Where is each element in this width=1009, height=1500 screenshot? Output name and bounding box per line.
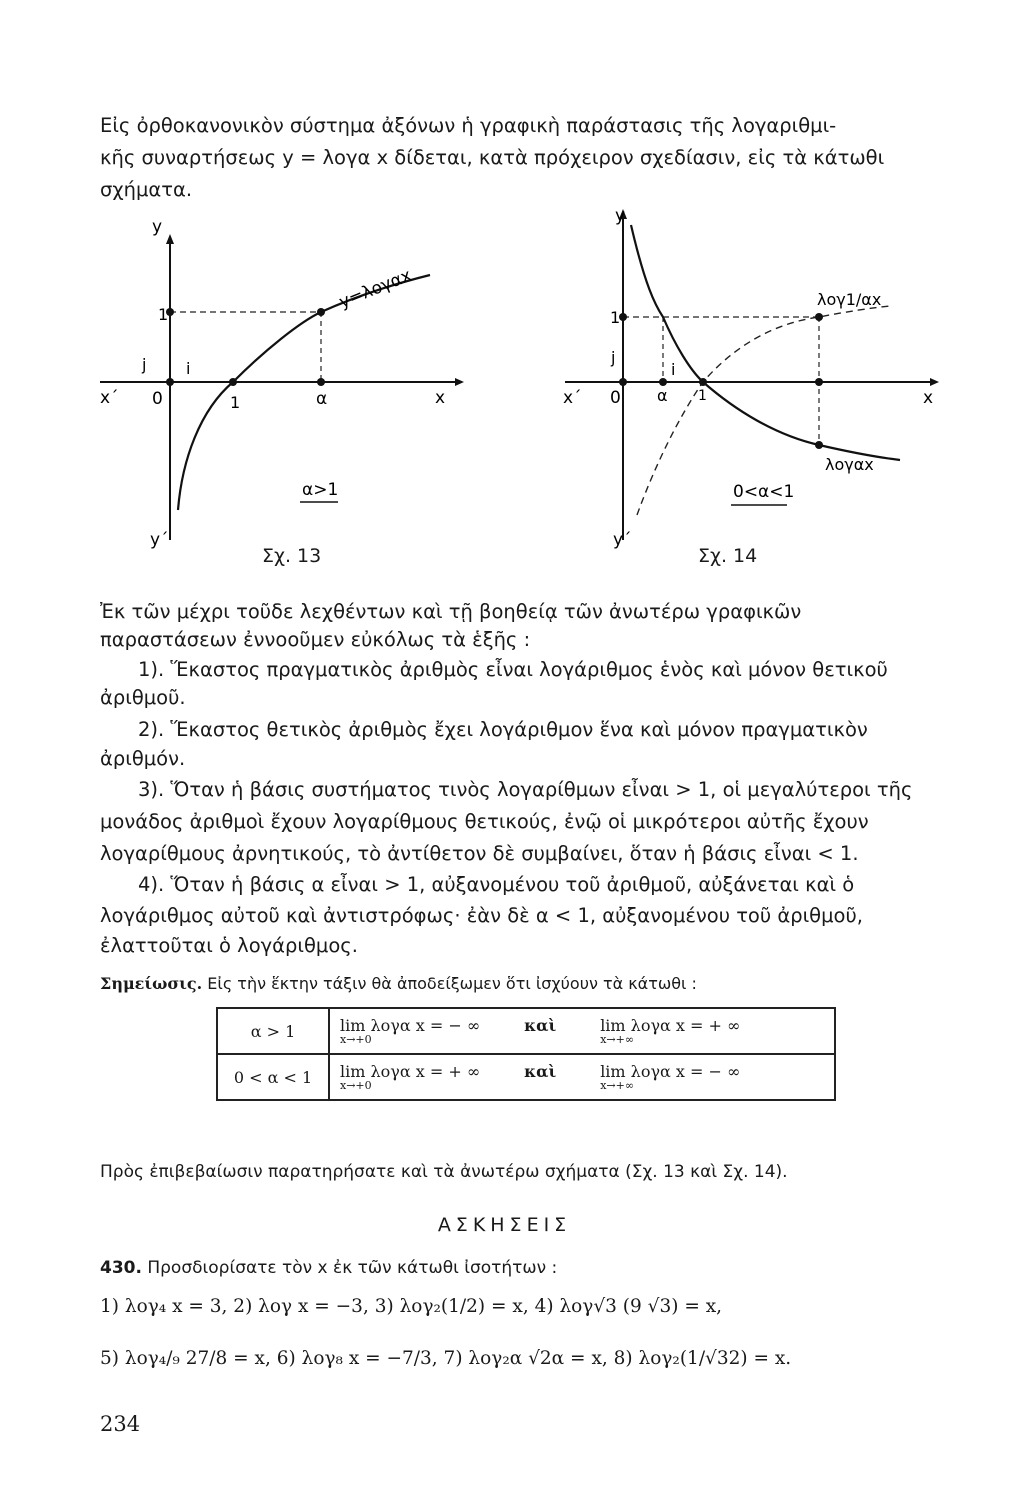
log-curve-a-gt-1 — [178, 275, 430, 510]
lim-sub-1b: x→+∞ — [600, 1033, 634, 1046]
body-p2b: ἀριθμοῦ. — [100, 686, 186, 709]
lim-sub-2b: x→+∞ — [600, 1079, 634, 1092]
one-y-label: 1 — [158, 305, 169, 324]
figure-14 — [555, 205, 955, 565]
x-neg-label: x΄ — [100, 388, 119, 408]
lim-expr-1b: lim λογα x = + ∞ — [600, 1016, 741, 1035]
x-axis-arrow — [455, 378, 464, 386]
body-p4b: μονάδος ἀριθμοὶ ἔχουν λογαρίθμους θετικούς, ἐνῷ οἱ μικρότεροι αὐτῆς ἔχουν — [100, 810, 869, 833]
a-label: α — [316, 389, 328, 409]
figure-14-graph — [555, 205, 955, 565]
lim-sub-1a: x→+0 — [340, 1033, 372, 1046]
exercises-heading: ΑΣΚΗΣΕΙΣ — [437, 1214, 572, 1236]
a-label: α — [657, 386, 668, 405]
curve-label: y=λογαx — [336, 265, 415, 313]
x-label: x — [923, 388, 934, 408]
exercise-row-2: 5) λογ₄/₉ 27/8 = x, 6) λογ₈ x = −7/3, 7) λογ₂α √2α = x, 8) λογ₂(1/√32) = x. — [100, 1348, 792, 1369]
lim-expr-2b: lim λογα x = − ∞ — [600, 1062, 741, 1081]
i-label: i — [186, 359, 191, 378]
x-label: x — [435, 388, 446, 408]
body-p5c: ἐλαττοῦται ὁ λογάριθμος. — [100, 934, 358, 957]
curve-label-log-a: λογαx — [825, 455, 874, 474]
exercise-prompt: Προσδιορίσατε τὸν x ἐκ τῶν κάτωθι ἰσοτήτων : — [141, 1258, 558, 1278]
x-neg-label: x΄ — [563, 388, 582, 408]
body-p5b: λογάριθμος αὐτοῦ καὶ ἀντιστρόφως· ἐὰν δὲ α < 1, αὐξανομένου τοῦ ἀριθμοῦ, — [100, 904, 863, 927]
condition-label: α>1 — [302, 480, 339, 500]
i-label: i — [671, 360, 676, 379]
lim-sub-2a: x→+0 — [340, 1079, 372, 1092]
limits-row-2 — [217, 1054, 835, 1100]
figure-13 — [90, 210, 470, 565]
log-curve-a-lt-1 — [631, 225, 900, 460]
lim-expr-2a: lim λογα x = + ∞ — [340, 1062, 481, 1081]
intro-line-3: σχήματα. — [100, 178, 193, 201]
kai-2: καὶ — [524, 1062, 557, 1081]
limits-row-1 — [217, 1008, 835, 1054]
kai-1: καὶ — [524, 1016, 557, 1035]
body-p4c: λογαρίθμους ἀρνητικούς, τὸ ἀντίθετον δὲ συμβαίνει, ὅταν ἡ βάσις εἶναι < 1. — [100, 842, 859, 865]
y-label: y — [615, 206, 626, 226]
limits-table — [216, 1007, 836, 1101]
exercise-row-1: 1) λογ₄ x = 3, 2) λογ x = −3, 3) λογ₂(1/2) = x, 4) λογ√3 (9 √3) = x, — [100, 1296, 723, 1317]
origin-label: 0 — [152, 389, 163, 409]
figure-13-caption: Σχ. 13 — [262, 545, 322, 567]
note-line — [100, 972, 960, 996]
one-x-label: 1 — [698, 388, 707, 404]
note-text: Εἰς τὴν ἕκτην τάξιν θὰ ἀποδείξωμεν ὅτι ἰσχύουν τὰ κάτωθι : — [202, 974, 697, 993]
exercise-prompt-line — [100, 1258, 557, 1278]
body-p2a: 1). Ἕκαστος πραγματικὸς ἀριθμὸς εἶναι λογάριθμος ἑνὸς καὶ μόνον θετικοῦ — [138, 658, 888, 681]
intro-line-2: κῆς συναρτήσεως y = λογα x δίδεται, κατὰ πρόχειρον σχεδίασιν, εἰς τὰ κάτωθι — [100, 146, 885, 169]
origin-label: 0 — [610, 388, 621, 408]
condition-label: 0<α<1 — [733, 482, 795, 502]
body-p3a: 2). Ἕκαστος θετικὸς ἀριθμὸς ἔχει λογάριθμον ἕνα καὶ μόνον πραγματικὸν — [138, 718, 868, 741]
body-p1b: παραστάσεων ἐννοοῦμεν εὐκόλως τὰ ἑξῆς : — [100, 628, 531, 651]
verify-line: Πρὸς ἐπιβεβαίωσιν παρατηρήσατε καὶ τὰ ἀνωτέρω σχήματα (Σχ. 13 καὶ Σχ. 14). — [100, 1162, 788, 1182]
lim-expr-1a: lim λογα x = − ∞ — [340, 1016, 481, 1035]
one-y-label: 1 — [610, 308, 621, 327]
limits-cond-1: α > 1 — [217, 1008, 329, 1054]
j-label: j — [142, 355, 147, 374]
y-axis-arrow — [166, 234, 174, 244]
y-neg-label: y΄ — [150, 530, 169, 550]
intro-line-1: Εἰς ὀρθοκανονικὸν σύστημα ἀξόνων ἡ γραφικὴ παράστασις τῆς λογαριθμι- — [100, 114, 837, 137]
j-label: j — [611, 348, 616, 367]
y-neg-label: y΄ — [613, 530, 632, 550]
body-p1a: Ἐκ τῶν μέχρι τοῦδε λεχθέντων καὶ τῇ βοηθείᾳ τῶν ἀνωτέρω γραφικῶν — [100, 600, 802, 623]
curve-label-reciprocal: λογ1/αx — [817, 290, 882, 309]
y-label: y — [152, 217, 163, 237]
body-p3b: ἀριθμόν. — [100, 747, 186, 770]
note-head: Σημείωσις. — [100, 974, 203, 993]
exercise-number: 430. — [100, 1258, 142, 1278]
limits-cond-2: 0 < α < 1 — [217, 1054, 329, 1100]
one-x-label: 1 — [230, 393, 241, 412]
figure-13-graph — [90, 210, 470, 565]
body-p4a: 3). Ὅταν ἡ βάσις συστήματος τινὸς λογαρίθμων εἶναι > 1, οἱ μεγαλύτεροι τῆς — [138, 778, 913, 801]
body-p5a: 4). Ὅταν ἡ βάσις α εἶναι > 1, αὐξανομένου τοῦ ἀριθμοῦ, αὐξάνεται καὶ ὁ — [138, 873, 855, 896]
figure-14-caption: Σχ. 14 — [698, 545, 758, 567]
page-number: 234 — [100, 1412, 141, 1436]
